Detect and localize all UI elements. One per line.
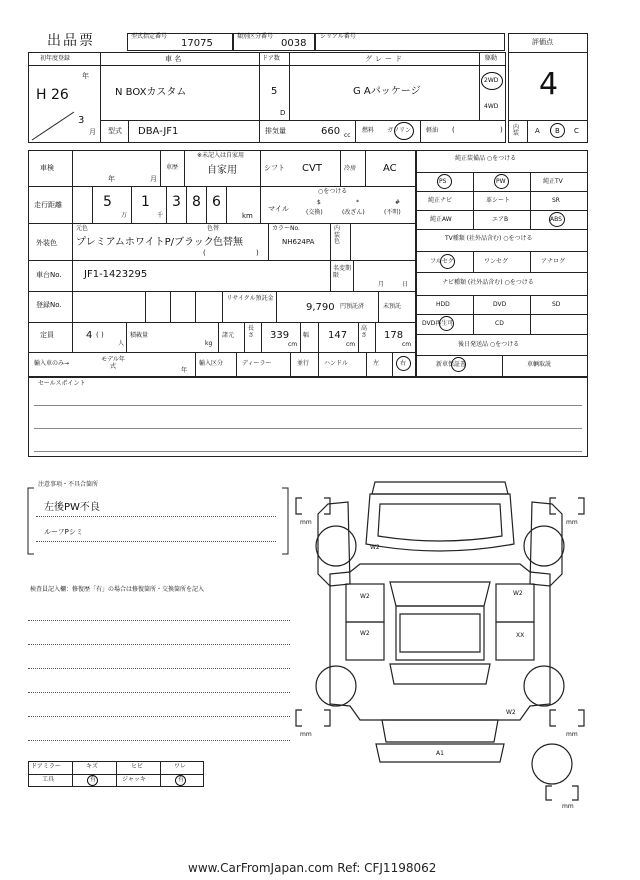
- shift-value: CVT: [302, 163, 322, 174]
- first-reg-label: 初年度登録: [40, 55, 71, 62]
- oem-item-sr: SR: [552, 197, 560, 204]
- mileage-unit-km: km: [242, 212, 253, 220]
- damage-mark-4: W2: [513, 590, 523, 597]
- name-change-label: 名変期限: [333, 265, 352, 280]
- interior-label: 内装: [513, 124, 520, 137]
- fuel-circle: [394, 122, 414, 140]
- height-value: 178: [384, 330, 404, 341]
- score-label: 評価点: [532, 38, 553, 46]
- light-oil-paren-open: (: [452, 126, 455, 134]
- drive-2wd-circle: [481, 72, 503, 90]
- history-note: ※未記入は自家用: [197, 152, 245, 159]
- interior-grade-c: C: [574, 127, 579, 135]
- notes-title: 注意事項・不具合箇所: [38, 481, 99, 488]
- oem-item-airbag: エアB: [492, 216, 509, 223]
- tools-tool-circle: [87, 775, 98, 786]
- tools-header-break: ワレ: [174, 763, 187, 770]
- later-label: 後日発送品 ○をつける: [458, 341, 520, 348]
- load-unit: kg: [205, 340, 213, 347]
- first-reg-era: H 26: [36, 87, 69, 103]
- capacity-value: 4: [86, 330, 93, 341]
- tv-item-analog: アナログ: [541, 258, 566, 265]
- mileage-exchange-symbol: $: [317, 199, 321, 206]
- fuel-label: 燃料: [362, 127, 375, 134]
- oem-abs-circle: [549, 212, 565, 227]
- doors-suffix: D: [280, 109, 286, 117]
- mileage-tamper-symbol: *: [356, 199, 359, 206]
- nav-item-hdd: HDD: [436, 301, 450, 308]
- history-label: 車歴: [166, 164, 179, 171]
- tools-row-tool-yes: 有: [90, 776, 97, 783]
- damage-mark-2: W2: [360, 593, 370, 600]
- light-oil-paren-close: ): [500, 126, 503, 134]
- mileage-tamper: (改ざん): [342, 209, 365, 216]
- tools-row-tool: 工具: [42, 776, 55, 783]
- ac-value: AC: [383, 163, 397, 174]
- oem-item-tv: 純正TV: [543, 178, 563, 185]
- note-line-1: 左後PW不良: [44, 502, 100, 513]
- tools-header-scratch: キズ: [86, 763, 98, 770]
- interior-grade-circle: [550, 123, 565, 138]
- tv-item-fullseg: フルセグ: [430, 258, 454, 265]
- damage-mark-5: XX: [516, 632, 525, 639]
- mileage-digit-1: 5: [103, 194, 112, 210]
- first-reg-month: 3: [78, 115, 85, 126]
- later-item-warranty: 新車保証書: [436, 361, 467, 368]
- name-change-day-unit: 日: [402, 281, 409, 288]
- mileage-label: 走行距離: [34, 201, 62, 209]
- handle-left: 左: [373, 360, 380, 367]
- tools-header-crack: ヒビ: [131, 763, 144, 770]
- oem-item-aw: 純正AW: [430, 216, 452, 223]
- mm-label-1: mm: [300, 519, 312, 526]
- first-reg-year-unit: 年: [82, 72, 89, 80]
- damage-mark-6: W2: [506, 709, 516, 716]
- mm-label-3: mm: [300, 731, 312, 738]
- category-label: 類別区分番号: [237, 33, 274, 40]
- import-only-label: 輸入車のみ→: [34, 360, 70, 367]
- interior-color-label: 内装色: [334, 225, 341, 246]
- import-type-dealer: ディーラー: [242, 360, 272, 367]
- doors-label: ドア数: [262, 55, 280, 62]
- fuel-value: ガソリン: [387, 127, 412, 134]
- displacement-unit: cc: [344, 132, 351, 139]
- mileage-unknown-symbol: #: [395, 199, 401, 206]
- score-value: 4: [539, 67, 559, 102]
- height-label: 高さ: [361, 325, 368, 339]
- original-color-label: 元色: [76, 225, 89, 232]
- mileage-unit-man: 万: [121, 212, 128, 219]
- mileage-digit-2: 1: [141, 194, 150, 210]
- width-unit: cm: [346, 341, 356, 348]
- recycle-status: 円預託済: [340, 303, 365, 310]
- model-designation-label: 型式指定番号: [131, 33, 168, 40]
- recycle-unpaid: 未預託: [383, 303, 402, 310]
- length-unit: cm: [288, 341, 298, 348]
- inspection-month-unit: 月: [150, 175, 157, 183]
- exterior-value: プレミアムホワイトP/ブラック: [76, 237, 214, 248]
- exterior-label: 外装色: [36, 239, 57, 247]
- tv-item-oneseg: ワンセグ: [484, 258, 509, 265]
- tv-fullseg-circle: [440, 254, 455, 269]
- import-type-parallel: 並行: [297, 360, 310, 367]
- mm-label-2: mm: [566, 519, 578, 526]
- drive-4wd: 4WD: [484, 103, 499, 110]
- nav-item-dvd: DVD: [493, 301, 507, 308]
- tools-header-mirror: ドアミラー: [31, 763, 61, 770]
- color-change-label: 色替: [207, 225, 220, 232]
- handle-label: ハンドル: [324, 360, 349, 367]
- ac-label: 冷房: [344, 165, 357, 172]
- chassis-value: JF1-1423295: [84, 269, 148, 280]
- tools-row-jack: ジャッキ: [122, 776, 146, 783]
- recycle-value: 9,790: [306, 302, 335, 313]
- capacity-label: 定員: [40, 331, 54, 339]
- tools-row-jack-yes: 有: [178, 776, 185, 783]
- later-item-manual: 車輌取説: [527, 361, 552, 368]
- car-name-label: 車 名: [165, 55, 182, 63]
- car-damage-diagram: [290, 474, 590, 814]
- interior-grade-a: A: [535, 127, 540, 135]
- oem-item-pw: PW: [496, 178, 506, 185]
- drive-2wd: 2WD: [484, 77, 499, 84]
- import-type-label: 輸入区分: [199, 360, 224, 367]
- nav-dvd-play-circle: [439, 316, 454, 331]
- damage-mark-1: W2: [370, 544, 380, 551]
- length-value: 339: [270, 330, 290, 341]
- oem-label: 純正装備品 ○をつける: [455, 155, 517, 162]
- handle-right: 右: [400, 360, 407, 367]
- name-change-month-unit: 月: [378, 281, 385, 288]
- form-title: 出品票: [47, 33, 95, 49]
- shift-label: シフト: [264, 164, 285, 172]
- registration-label: 登録No.: [36, 301, 62, 309]
- oem-pw-circle: [494, 174, 509, 189]
- mileage-miles: マイル: [268, 205, 289, 213]
- color-no-label: カラーNo.: [272, 225, 300, 232]
- oem-item-navi: 純正ナビ: [428, 197, 453, 204]
- model-designation-value: 17075: [181, 38, 213, 49]
- serial-label: シリアル番号: [320, 33, 356, 40]
- color-no-value: NH624PA: [282, 238, 315, 246]
- handle-right-circle: [396, 356, 411, 371]
- oem-item-abs: ABS: [550, 216, 562, 223]
- oem-item-leather: 革シート: [486, 197, 511, 204]
- mileage-digit-4: 8: [192, 194, 201, 210]
- recycle-label: リサイクル預託金: [226, 295, 274, 302]
- capacity-unit: 人: [118, 340, 125, 347]
- damage-mark-3: W2: [360, 630, 370, 637]
- length-label: 長さ: [248, 325, 255, 339]
- history-value: 自家用: [207, 165, 237, 176]
- inspection-label: 車検: [40, 164, 54, 172]
- model-value: DBA-JF1: [138, 126, 179, 137]
- mileage-unit-sen: 千: [157, 212, 164, 219]
- inspector-note: 検査員記入欄：修復歴「有」の場合は修復箇所・交換箇所を記入: [30, 586, 205, 593]
- mm-label-4: mm: [566, 731, 578, 738]
- nav-label: ナビ種類 (社外品含む) ○をつける: [442, 279, 534, 286]
- nav-item-sd: SD: [552, 301, 561, 308]
- damage-mark-7: A1: [436, 750, 444, 757]
- inspection-year-unit: 年: [108, 175, 115, 183]
- chassis-label: 車台No.: [36, 271, 62, 279]
- watermark: www.CarFromJapan.com Ref: CFJ1198062: [188, 861, 437, 875]
- color-paren-open: (: [203, 249, 206, 257]
- oem-item-ps: PS: [439, 178, 447, 185]
- later-warranty-circle: [451, 357, 466, 372]
- model-year-unit: 年: [181, 367, 188, 374]
- displacement-value: 660: [321, 126, 341, 137]
- category-value: 0038: [281, 38, 307, 49]
- light-oil-label: 軽油: [426, 127, 439, 134]
- height-unit: cm: [402, 341, 412, 348]
- first-reg-month-unit: 月: [89, 128, 96, 136]
- sales-point-block: [28, 377, 588, 457]
- mileage-exchange: (交換): [306, 209, 323, 216]
- displacement-label: 排気量: [265, 127, 286, 135]
- tools-jack-circle: [175, 775, 186, 786]
- notes-bracket: [26, 481, 290, 556]
- mileage-digit-3: 3: [172, 194, 181, 210]
- interior-grade-b: B: [555, 127, 560, 135]
- mm-label-5: mm: [562, 803, 574, 810]
- car-name-value: N BOXカスタム: [115, 87, 187, 98]
- drive-label: 駆動: [485, 55, 498, 62]
- dimensions-label: 諸元: [222, 332, 235, 339]
- mileage-digit-5: 6: [212, 194, 221, 210]
- note-line-2: ルーフPシミ: [44, 528, 83, 536]
- sales-point-label: セールスポイント: [38, 380, 86, 387]
- color-change-value: 色替無: [213, 237, 243, 248]
- mileage-check-label: ○をつける: [318, 188, 348, 195]
- color-paren-close: ): [256, 249, 259, 257]
- tv-label: TV種類 (社外品含む) ○をつける: [445, 235, 533, 242]
- nav-item-cd: CD: [495, 320, 504, 327]
- doors-value: 5: [271, 86, 278, 97]
- capacity-paren: ( ): [96, 331, 104, 339]
- mileage-unknown: (不明): [384, 209, 401, 216]
- width-value: 147: [328, 330, 348, 341]
- grade-label: グレード: [365, 55, 405, 63]
- model-year-label: モデル年式: [101, 356, 125, 371]
- slash-mark: [30, 110, 100, 142]
- oem-ps-circle: [437, 174, 452, 189]
- model-label: 型式: [108, 127, 122, 135]
- nav-item-dvd-play: DVD再生可: [422, 320, 454, 327]
- load-label: 積載量: [130, 332, 149, 339]
- grade-value: G Aパッケージ: [353, 86, 421, 97]
- width-label: 幅: [303, 332, 310, 339]
